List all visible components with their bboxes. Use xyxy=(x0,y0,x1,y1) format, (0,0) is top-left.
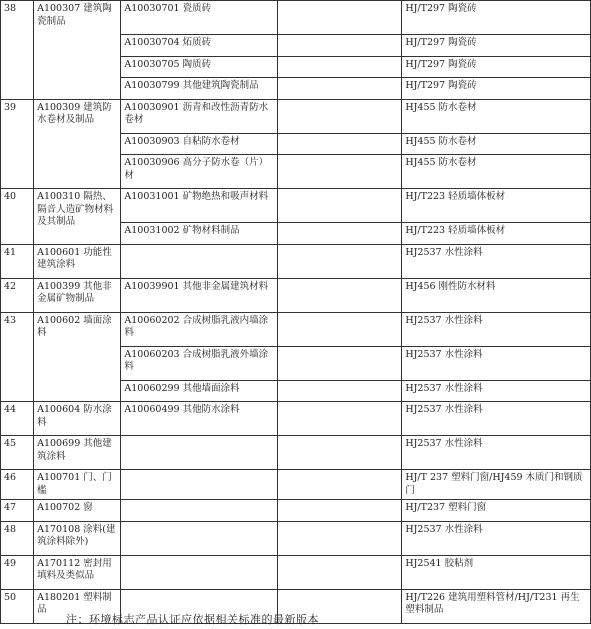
product-cell: A10031001 矿物绝热和吸声材料 xyxy=(121,189,278,223)
standard-cell: HJ/T297 陶瓷砖 xyxy=(402,56,591,78)
table-row xyxy=(1,244,591,278)
blank-cell xyxy=(277,189,401,223)
blank-cell xyxy=(277,133,401,155)
table-row xyxy=(1,189,591,223)
standard-cell: HJ2537 水性涂料 xyxy=(402,380,591,402)
blank-cell xyxy=(277,78,401,100)
product-cell: A10060202 合成树脂乳液内墙涂料 xyxy=(121,312,278,346)
standard-cell: HJ455 防水卷材 xyxy=(402,133,591,155)
blank-cell xyxy=(277,470,401,500)
category-cell: A100702 窗 xyxy=(34,500,121,522)
blank-cell xyxy=(277,346,401,380)
blank-cell xyxy=(277,223,401,245)
category-cell: A100307 建筑陶瓷制品 xyxy=(34,1,121,100)
product-cell: A10030799 其他建筑陶瓷制品 xyxy=(121,78,278,100)
standard-cell: HJ/T 237 塑料门窗/HJ459 木质门和钢质门 xyxy=(402,470,591,500)
category-cell: A100601 功能性建筑涂料 xyxy=(34,244,121,278)
table-row xyxy=(1,312,591,346)
product-cell: A10060499 其他防水涂料 xyxy=(121,402,278,436)
standard-cell: HJ2541 胶粘剂 xyxy=(402,555,591,589)
blank-cell xyxy=(277,244,401,278)
blank-cell xyxy=(277,1,401,35)
standard-cell: HJ2537 水性涂料 xyxy=(402,346,591,380)
blank-cell xyxy=(277,436,401,470)
product-cell xyxy=(121,555,278,589)
product-cell xyxy=(121,436,278,470)
standard-cell: HJ/T297 陶瓷砖 xyxy=(402,35,591,57)
category-cell: A100699 其他建筑涂料 xyxy=(34,436,121,470)
blank-cell xyxy=(277,312,401,346)
standards-table-body xyxy=(1,1,591,624)
standard-cell: HJ2537 水性涂料 xyxy=(402,402,591,436)
product-cell: A10030901 沥青和改性沥青防水卷材 xyxy=(121,99,278,133)
product-cell xyxy=(121,521,278,555)
product-cell: A10039901 其他非金属建筑材料 xyxy=(121,278,278,312)
row-number: 50 xyxy=(1,589,34,623)
product-cell xyxy=(121,244,278,278)
blank-cell xyxy=(277,56,401,78)
category-cell: A170108 涂料(建筑涂料除外) xyxy=(34,521,121,555)
product-cell xyxy=(121,470,278,500)
blank-cell xyxy=(277,278,401,312)
table-row xyxy=(1,500,591,522)
row-number: 45 xyxy=(1,436,34,470)
blank-cell xyxy=(277,155,401,189)
category-cell: A100310 隔热、隔音人造矿物材料及其制品 xyxy=(34,189,121,245)
blank-cell xyxy=(277,99,401,133)
standard-cell: HJ2537 水性涂料 xyxy=(402,312,591,346)
table-row xyxy=(1,99,591,133)
product-cell: A10030906 高分子防水卷（片）材 xyxy=(121,155,278,189)
standard-cell: HJ455 防水卷材 xyxy=(402,155,591,189)
row-number: 49 xyxy=(1,555,34,589)
standard-cell: HJ456 刚性防水材料 xyxy=(402,278,591,312)
table-row xyxy=(1,436,591,470)
standard-cell: HJ/T297 陶瓷砖 xyxy=(402,78,591,100)
row-number: 39 xyxy=(1,99,34,189)
row-number: 47 xyxy=(1,500,34,522)
row-number: 38 xyxy=(1,1,34,100)
table-row xyxy=(1,521,591,555)
table-row xyxy=(1,555,591,589)
standard-cell: HJ2537 水性涂料 xyxy=(402,436,591,470)
table-row xyxy=(1,402,591,436)
blank-cell xyxy=(277,35,401,57)
category-cell: A180201 塑料制品 xyxy=(34,589,121,623)
table-row xyxy=(1,1,591,35)
standard-cell: HJ/T223 轻质墙体板材 xyxy=(402,223,591,245)
table-row xyxy=(1,470,591,500)
standard-cell: HJ/T223 轻质墙体板材 xyxy=(402,189,591,223)
standard-cell: HJ2537 水性涂料 xyxy=(402,244,591,278)
product-cell: A10030705 陶质砖 xyxy=(121,56,278,78)
category-cell: A100604 防水涂料 xyxy=(34,402,121,436)
row-number: 48 xyxy=(1,521,34,555)
category-cell: A100602 墙面涂料 xyxy=(34,312,121,402)
footnote: 注：环境标志产品认证应依据相关标准的最新版本 xyxy=(66,613,319,626)
row-number: 44 xyxy=(1,402,34,436)
row-number: 41 xyxy=(1,244,34,278)
blank-cell xyxy=(277,402,401,436)
category-cell: A170112 密封用填料及类似品 xyxy=(34,555,121,589)
row-number: 42 xyxy=(1,278,34,312)
product-cell xyxy=(121,500,278,522)
blank-cell xyxy=(277,380,401,402)
standard-cell: HJ/T297 陶瓷砖 xyxy=(402,1,591,35)
standard-cell: HJ/T226 建筑用塑料管材/HJ/T231 再生塑料制品 xyxy=(402,589,591,623)
product-cell: A10031002 矿物材料制品 xyxy=(121,223,278,245)
product-cell: A10030701 瓷质砖 xyxy=(121,1,278,35)
standard-cell: HJ2537 水性涂料 xyxy=(402,521,591,555)
row-number: 43 xyxy=(1,312,34,402)
table-row xyxy=(1,278,591,312)
standard-cell: HJ455 防水卷材 xyxy=(402,99,591,133)
blank-cell xyxy=(277,521,401,555)
category-cell: A100701 门、门槛 xyxy=(34,470,121,500)
product-cell: A10060203 合成树脂乳液外墙涂料 xyxy=(121,346,278,380)
blank-cell xyxy=(277,555,401,589)
category-cell: A100399 其他非金属矿物制品 xyxy=(34,278,121,312)
product-cell: A10060299 其他墙面涂料 xyxy=(121,380,278,402)
category-cell: A100309 建筑防水卷材及制品 xyxy=(34,99,121,189)
product-cell: A10030903 自粘防水卷材 xyxy=(121,133,278,155)
row-number: 40 xyxy=(1,189,34,245)
product-cell: A10030704 炻质砖 xyxy=(121,35,278,57)
blank-cell xyxy=(277,500,401,522)
standard-cell: HJ/T237 塑料门窗 xyxy=(402,500,591,522)
row-number: 46 xyxy=(1,470,34,500)
